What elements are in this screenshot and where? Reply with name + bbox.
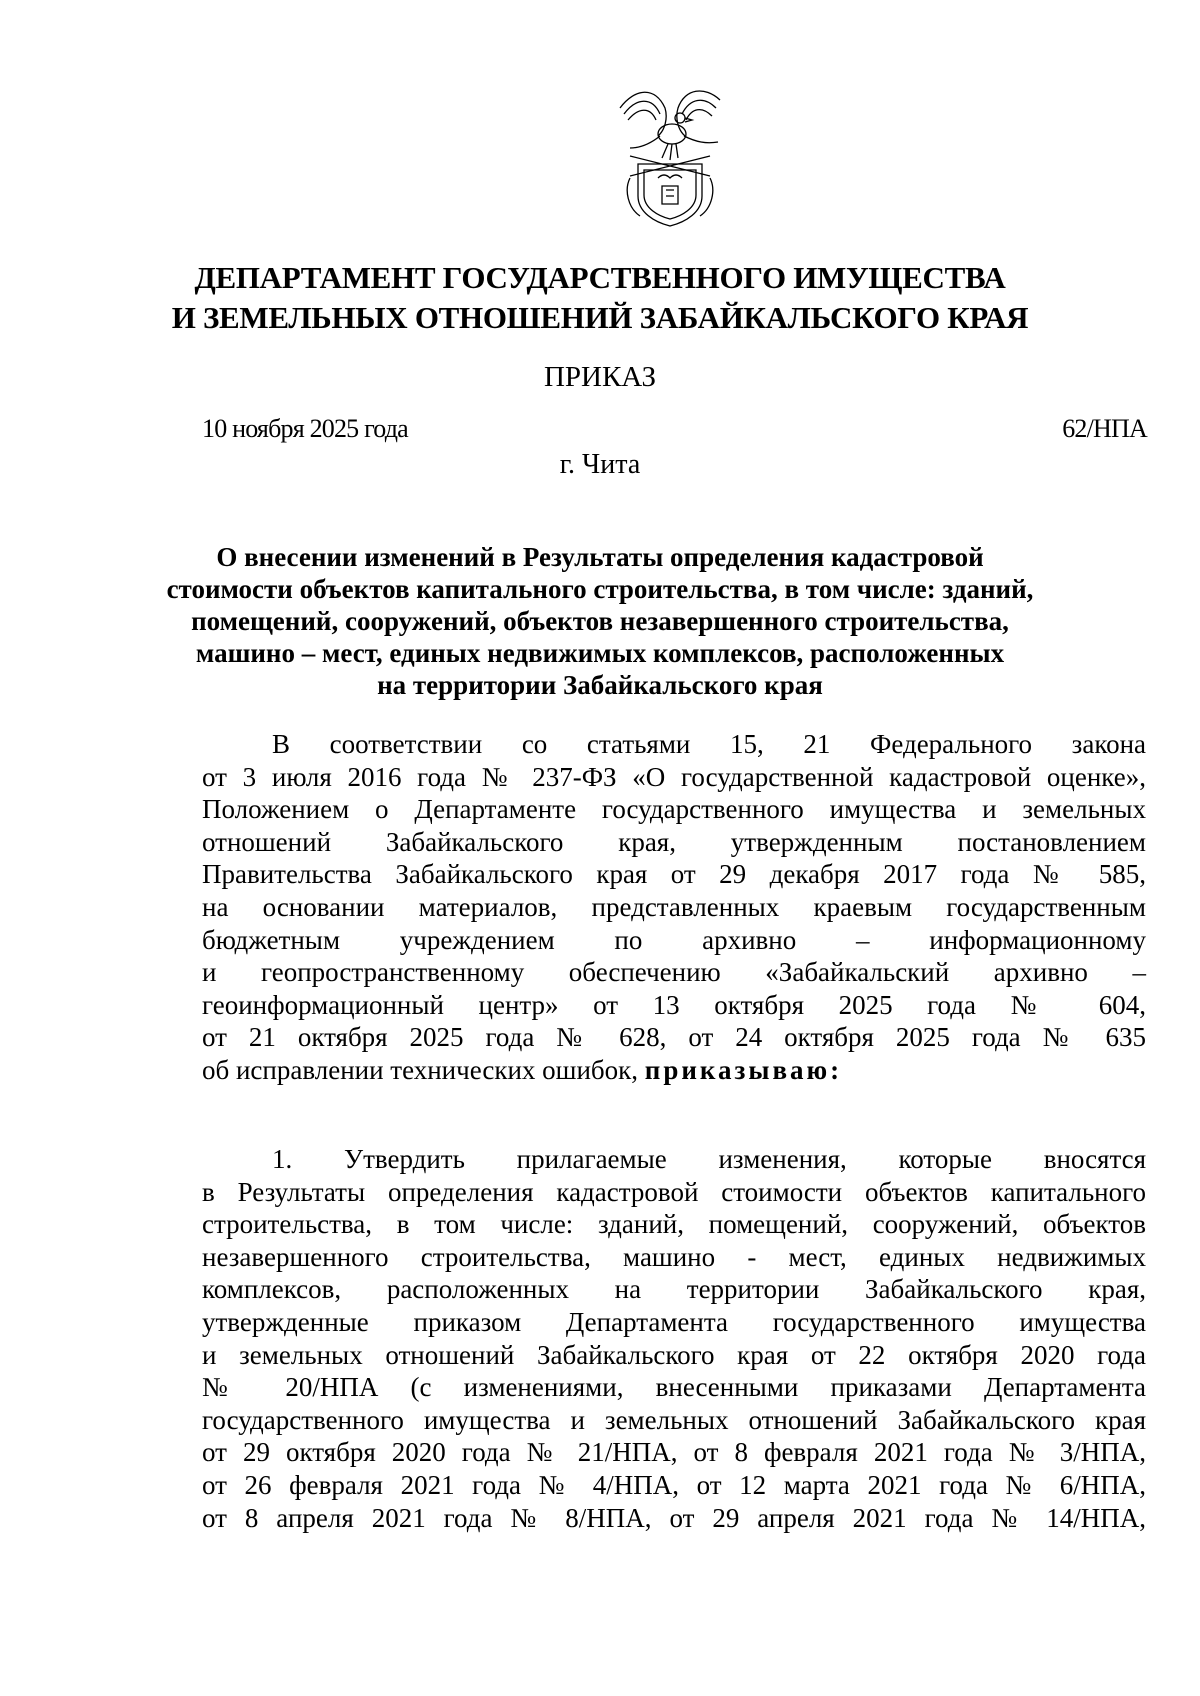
title-line: машино – мест, единых недвижимых комплексов, расположенных — [195, 638, 1005, 668]
coat-of-arms-icon — [610, 78, 730, 230]
paragraph-line: бюджетным учреждением по архивно – информационному — [202, 924, 1146, 955]
title-line: О внесении изменений в Результаты определения кадастровой — [216, 542, 984, 572]
paragraph-line: незавершенного строительства, машино - мест, единых недвижимых — [202, 1241, 1146, 1272]
paragraph-line: на основании материалов, представленных краевым государственным — [202, 891, 1146, 922]
order-word: приказываю: — [644, 1054, 843, 1085]
document-title — [150, 541, 1050, 701]
paragraph-line-text: об исправлении технических ошибок, — [202, 1054, 645, 1085]
title-line: помещений, сооружений, объектов незавершенного строительства, — [191, 606, 1009, 636]
paragraph-line: отношений Забайкальского края, утвержденным постановлением — [202, 826, 1146, 857]
paragraph-line — [202, 1054, 1146, 1087]
paragraph-line: и земельных отношений Забайкальского края от 22 октября 2020 года — [202, 1339, 1146, 1370]
paragraph-line: в Результаты определения кадастровой стоимости объектов капитального — [202, 1176, 1146, 1207]
department-name-line-2: И ЗЕМЕЛЬНЫХ ОТНОШЕНИЙ ЗАБАЙКАЛЬСКОГО КРАЯ — [171, 300, 1029, 335]
paragraph-line: и геопространственному обеспечению «Забайкальский архивно – — [202, 957, 1146, 988]
paragraph-line: от 3 июля 2016 года № 237-ФЗ «О государственной кадастровой оценке», — [202, 761, 1146, 792]
paragraph-line: от 29 октября 2020 года № 21/НПА, от 8 февраля 2021 года № 3/НПА, — [202, 1437, 1146, 1468]
paragraph-line: 1. Утвердить прилагаемые изменения, которые вносятся — [272, 1144, 1146, 1174]
paragraph-line: от 21 октября 2025 года № 628, от 24 октября 2025 года № 635 — [202, 1022, 1146, 1053]
department-name-line-1: ДЕПАРТАМЕНТ ГОСУДАРСТВЕННОГО ИМУЩЕСТВА — [194, 260, 1006, 295]
paragraph-line: Правительства Забайкальского края от 29 декабря 2017 года № 585, — [202, 859, 1146, 890]
paragraph-line: утвержденные приказом Департамента государственного имущества — [202, 1306, 1146, 1337]
document-city: г. Чита — [559, 449, 641, 480]
paragraph-line: государственного имущества и земельных отношений Забайкальского края — [202, 1404, 1146, 1435]
document-date: 10 ноября 2025 года — [202, 414, 408, 443]
title-line: стоимости объектов капитального строительства, в том числе: зданий, — [166, 574, 1034, 604]
preamble-paragraph — [202, 728, 1146, 1087]
document-number: 62/НПА — [1062, 414, 1147, 443]
paragraph-line: Положением о Департаменте государственного имущества и земельных — [202, 794, 1146, 825]
paragraph-line: комплексов, расположенных на территории Забайкальского края, — [202, 1274, 1146, 1305]
title-line: на территории Забайкальского края — [377, 670, 823, 700]
paragraph-line: от 8 апреля 2021 года № 8/НПА, от 29 апреля 2021 года № 14/НПА, — [202, 1502, 1146, 1533]
item-1-paragraph — [202, 1143, 1146, 1534]
paragraph-line: от 26 февраля 2021 года № 4/НПА, от 12 марта 2021 года № 6/НПА, — [202, 1469, 1146, 1500]
paragraph-line: № 20/НПА (с изменениями, внесенными приказами Департамента — [202, 1372, 1146, 1403]
paragraph-line: строительства, в том числе: зданий, помещений, сооружений, объектов — [202, 1209, 1146, 1240]
paragraph-line: геоинформационный центр» от 13 октября 2025 года № 604, — [202, 989, 1146, 1020]
paragraph-line: В соответствии со статьями 15, 21 Федерального закона — [272, 729, 1146, 759]
document-type: ПРИКАЗ — [543, 361, 657, 393]
